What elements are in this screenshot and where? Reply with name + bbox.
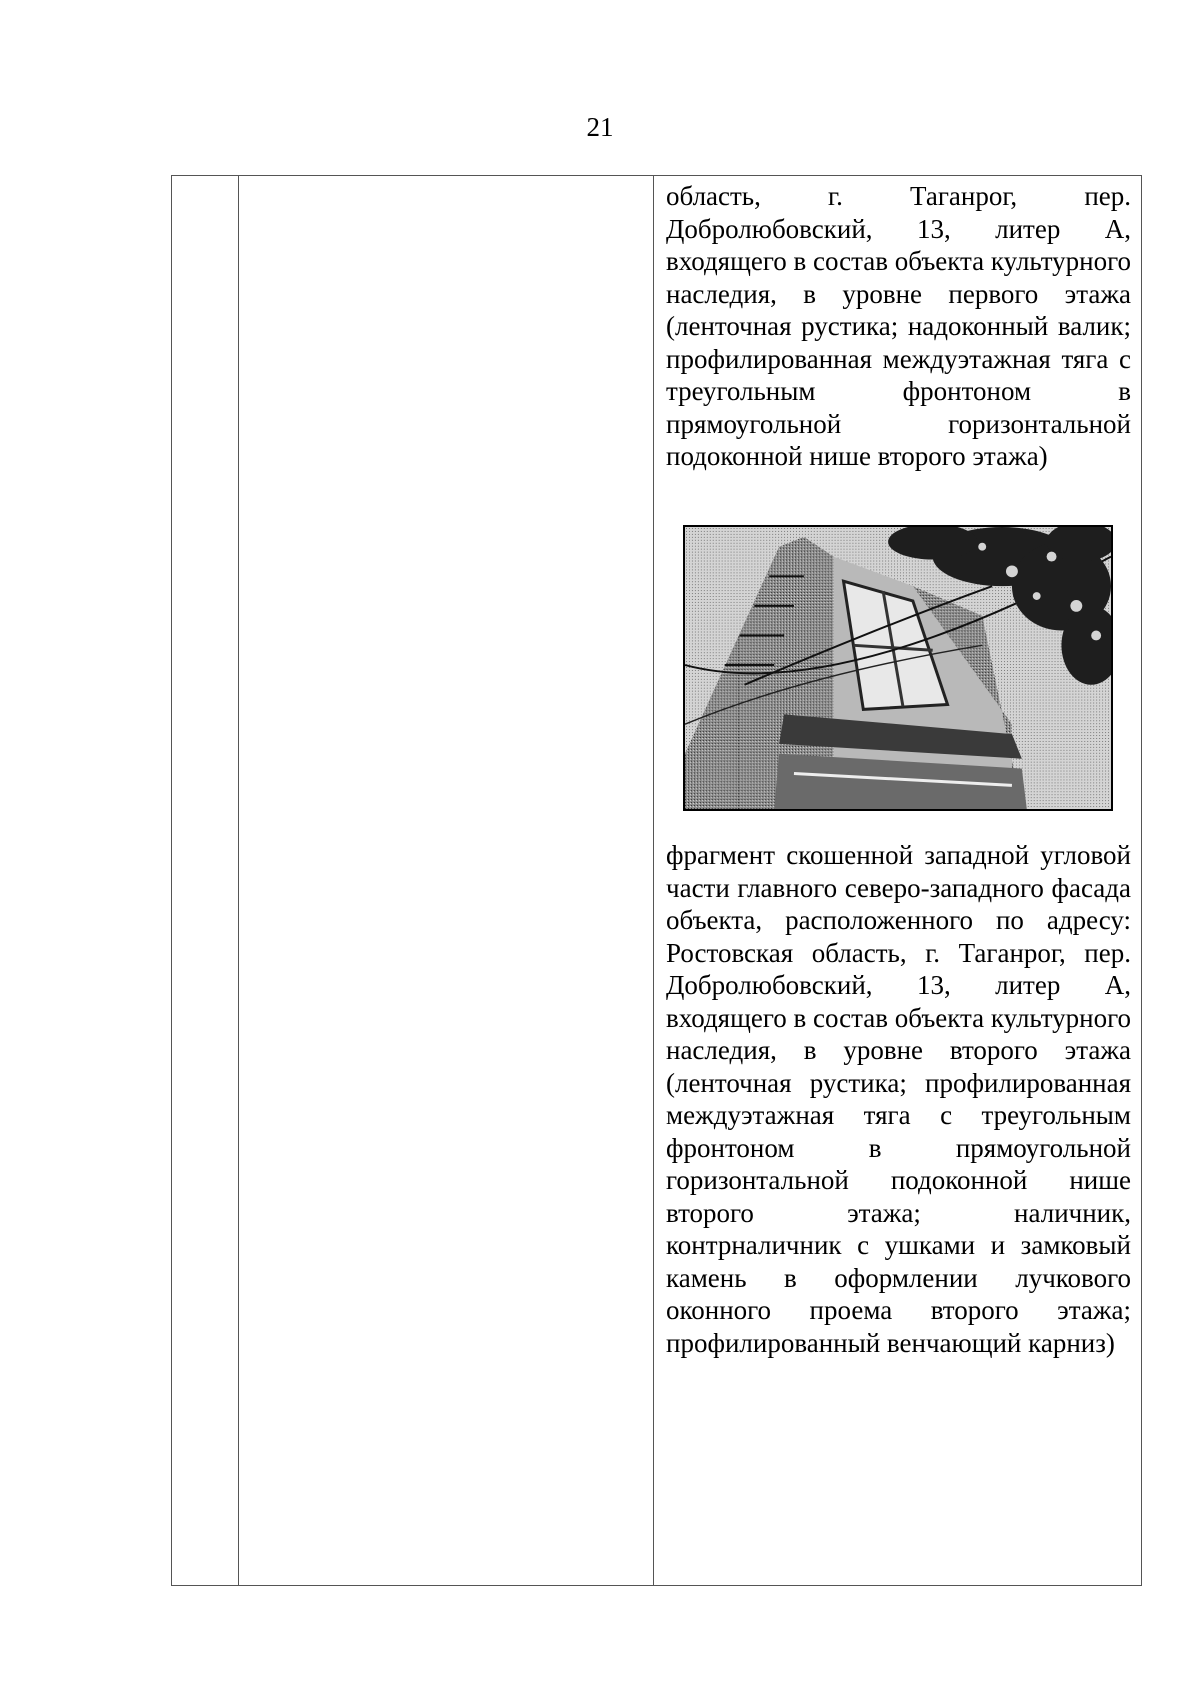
column-divider-2 <box>653 176 654 1585</box>
facade-photo <box>683 525 1113 811</box>
column-divider-1 <box>238 176 239 1585</box>
description-text-bottom: фрагмент скошенной западной угловой части главного северо-западного фасада объекта, расположенного по адресу: Ростовская область, г. Таганрог, пер. Добролюбовский, 13, литер А, входящего в состав объекта культурного наследия, в уровне второго этажа (ленточная рустика; профилированная междуэтажная тяга с треугольным фронтоном в прямоугольной горизонтальной подоконной нише второго этажа; наличник, контрналичник с ушками и замковый камень в оформлении лучкового оконного проема второго этажа; профилированный венчающий карниз) <box>666 840 1132 1358</box>
page-number: 21 <box>586 112 614 142</box>
description-text-top: область, г. Таганрог, пер. Добролюбовский, 13, литер А, входящего в состав объекта культурного наследия, в уровне первого этажа (ленточная рустика; надоконный валик; профилированная междуэтажная тяга с треугольным фронтоном в прямоугольной горизонтальной подоконной нише второго этажа) <box>666 181 1132 471</box>
facade-photo-image <box>685 527 1111 809</box>
document-table <box>171 175 1142 1586</box>
